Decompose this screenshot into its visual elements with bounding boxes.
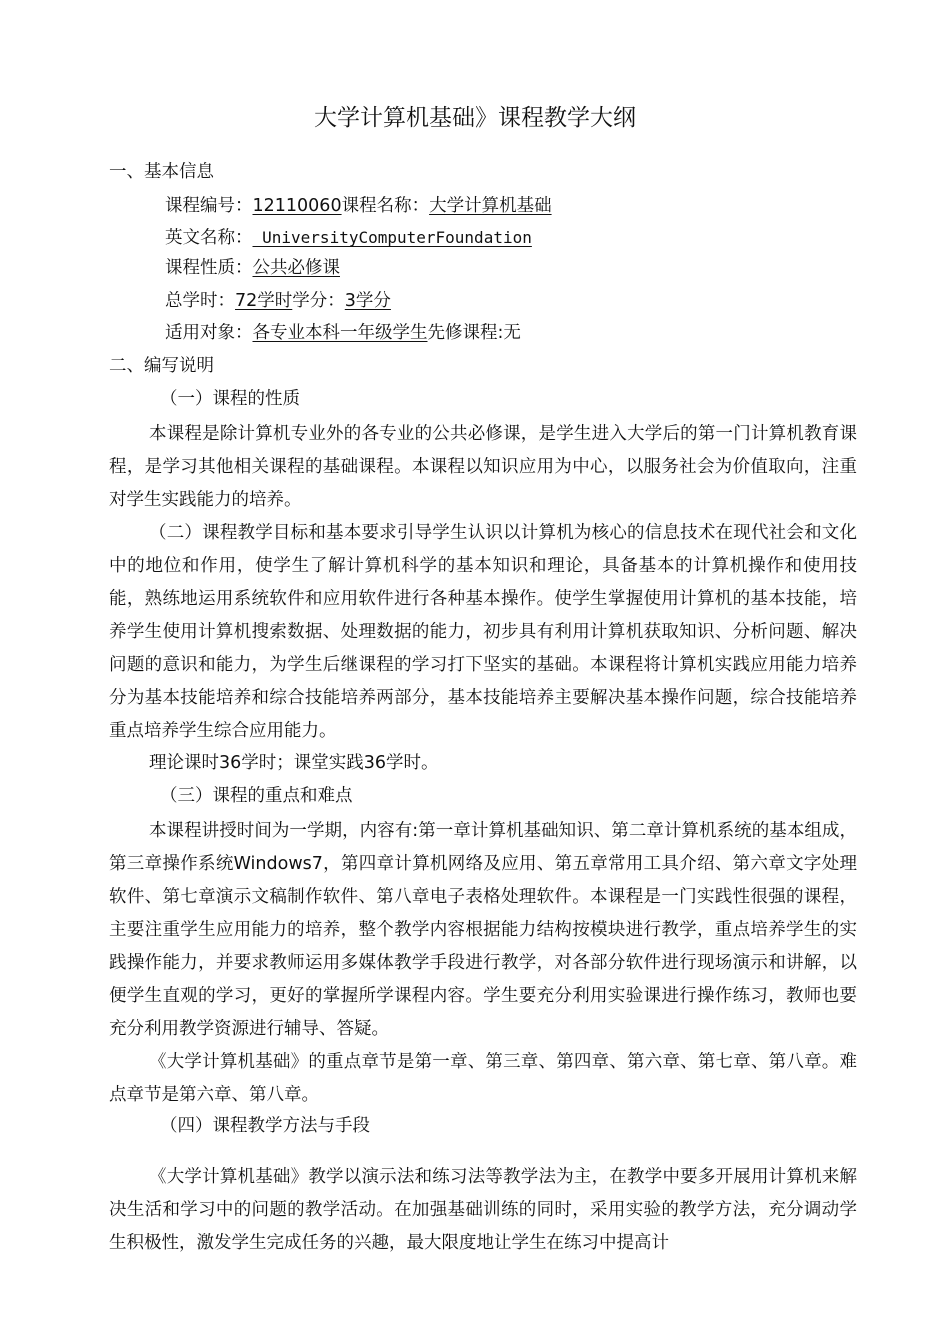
subsection-heading-methods: （四）课程教学方法与手段 <box>160 1116 370 1136</box>
section-heading-basic-info: 一、基本信息 <box>109 162 214 182</box>
course-code-value: 12110060 <box>252 196 342 216</box>
subsection-heading-key-points: （三）课程的重点和难点 <box>160 786 353 806</box>
course-nature-value: 公共必修课 <box>252 258 340 278</box>
hours-credit-line <box>165 289 391 313</box>
course-name-label: 课程名称： <box>341 196 430 216</box>
subsection-heading-nature: （一）课程的性质 <box>160 389 300 409</box>
target-students-line <box>165 321 521 345</box>
paragraph-course-content: 本课程讲授时间为一学期，内容有:第一章计算机基础知识、第二章计算机系统的基本组成，第三章操作系统Windows7，第四章计算机网络及应用、第五章常用工具介绍、第六章文字处理软件、第七章演示文稿制作软件、第八章电子表格处理软件。本课程是一门实践性很强的课程，主要注重学生应用能力的培养，整个教学内容根据能力结构按模块进行教学，重点培养学生的实践操作能力，并要求教师运用多媒体教学手段进行教学，对各部分软件进行现场演示和讲解，以便学生直观的学习，更好的掌握所学课程内容。学生要充分利用实验课进行操作练习，教师也要充分利用教学资源进行辅导、答疑。 <box>109 821 857 1039</box>
course-code-line <box>165 194 552 218</box>
target-value: 各专业本科一年级学生 <box>252 323 428 343</box>
total-hours-label: 总学时： <box>165 291 235 311</box>
english-name-label: 英文名称： <box>165 228 253 248</box>
section-heading-writing-notes: 二、编写说明 <box>109 356 214 376</box>
english-name-line <box>165 226 532 250</box>
class-hours-text: 理论课时36学时；课堂实践36学时。 <box>149 753 439 773</box>
course-nature-label: 课程性质： <box>165 258 253 278</box>
course-code-label: 课程编号： <box>165 196 253 216</box>
course-nature-line <box>165 256 340 280</box>
document-title: 大学计算机基础》课程教学大纲 <box>314 105 636 131</box>
paragraph-course-nature: 本课程是除计算机专业外的各专业的公共必修课，是学生进入大学后的第一门计算机教育课程，是学习其他相关课程的基础课程。本课程以知识应用为中心，以服务社会为价值取向，注重对学生实践能力的培养。 <box>109 424 857 510</box>
paragraph-key-chapters: 《大学计算机基础》的重点章节是第一章、第三章、第四章、第六章、第七章、第八章。难点章节是第六章、第八章。 <box>109 1052 857 1105</box>
credit-label: 学分： <box>292 291 345 311</box>
total-hours-value: 72学时 <box>235 291 293 311</box>
english-name-value: UniversityComputerFoundation <box>252 228 532 247</box>
prerequisite-text: 先修课程:无 <box>427 323 521 343</box>
course-name-value: 大学计算机基础 <box>429 196 552 216</box>
paragraph-objectives: （二）课程教学目标和基本要求引导学生认识以计算机为核心的信息技术在现代社会和文化中的地位和作用，使学生了解计算机科学的基本知识和理论，具备基本的计算机操作和使用技能，熟练地运用系统软件和应用软件进行各种基本操作。使学生掌握使用计算机的基本技能，培养学生使用计算机搜索数据、处理数据的能力，初步具有利用计算机获取知识、分析问题、解决问题的意识和能力，为学生后继课程的学习打下坚实的基础。本课程将计算机实践应用能力培养分为基本技能培养和综合技能培养两部分，基本技能培养主要解决基本操作问题，综合技能培养重点培养学生综合应用能力。 <box>109 523 857 741</box>
credit-value: 3学分 <box>344 291 391 311</box>
target-label: 适用对象： <box>165 323 253 343</box>
paragraph-teaching-methods: 《大学计算机基础》教学以演示法和练习法等教学法为主，在教学中要多开展用计算机来解决生活和学习中的问题的教学活动。在加强基础训练的同时，采用实验的教学方法，充分调动学生积极性，激发学生完成任务的兴趣，最大限度地让学生在练习中提高计 <box>109 1167 857 1253</box>
